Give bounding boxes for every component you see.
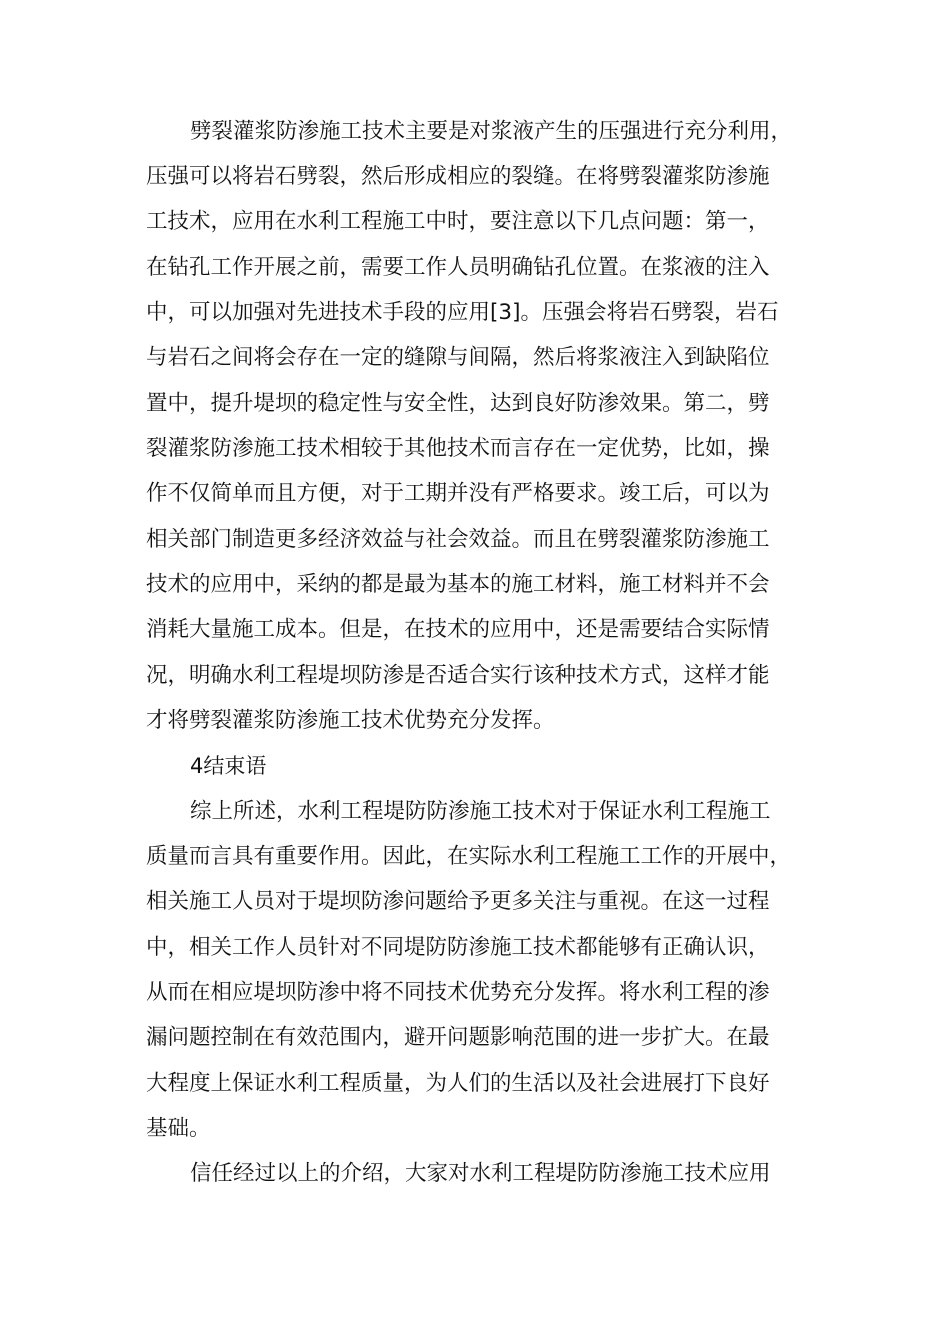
paragraph-2-line-3: 相关施工人员对于堤坝防渗问题给予更多关注与重视。在这一过程 [146, 889, 770, 914]
paragraph-2-line-2: 质量而言具有重要作用。因此，在实际水利工程施工工作的开展中， [146, 844, 792, 869]
paragraph-1-line-9: 作不仅简单而且方便，对于工期并没有严格要求。竣工后，可以为 [146, 481, 770, 506]
paragraph-2-line-6: 漏问题控制在有效范围内，避开问题影响范围的进一步扩大。在最 [146, 1025, 770, 1050]
paragraph-2-line-8: 基础。 [146, 1116, 211, 1141]
section-heading: 4结束语 [190, 754, 267, 778]
paragraph-1-line-2: 压强可以将岩石劈裂，然后形成相应的裂缝。在将劈裂灌浆防渗施 [146, 164, 770, 189]
paragraph-1-line-7: 置中，提升堤坝的稳定性与安全性，达到良好防渗效果。第二，劈 [146, 391, 770, 416]
paragraph-2-line-1: 综上所述，水利工程堤防防渗施工技术对于保证水利工程施工 [190, 799, 771, 824]
paragraph-1-line-10: 相关部门制造更多经济效益与社会效益。而且在劈裂灌浆防渗施工 [146, 527, 770, 552]
paragraph-2-line-5: 从而在相应堤坝防渗中将不同技术优势充分发挥。将水利工程的渗 [146, 980, 770, 1005]
paragraph-1-line-6: 与岩石之间将会存在一定的缝隙与间隔，然后将浆液注入到缺陷位 [146, 345, 770, 370]
paragraph-1-line-13: 况，明确水利工程堤坝防渗是否适合实行该种技术方式，这样才能 [146, 663, 770, 688]
paragraph-1-line-5: 中，可以加强对先进技术手段的应用[3]。压强会将岩石劈裂，岩石 [146, 300, 779, 325]
paragraph-1-line-3: 工技术，应用在水利工程施工中时，要注意以下几点问题：第一， [146, 209, 770, 234]
paragraph-1-line-14: 才将劈裂灌浆防渗施工技术优势充分发挥。 [146, 708, 555, 733]
paragraph-2-line-4: 中，相关工作人员针对不同堤防防渗施工技术都能够有正确认识， [146, 935, 770, 960]
paragraph-1-line-8: 裂灌浆防渗施工技术相较于其他技术而言存在一定优势，比如，操 [146, 436, 770, 461]
paragraph-1-line-1: 劈裂灌浆防渗施工技术主要是对浆液产生的压强进行充分利用， [190, 119, 793, 144]
paragraph-3-line-1: 信任经过以上的介绍，大家对水利工程堤防防渗施工技术应用 [190, 1161, 771, 1186]
paragraph-2-line-7: 大程度上保证水利工程质量，为人们的生活以及社会进展打下良好 [146, 1071, 770, 1096]
paragraph-1-line-11: 技术的应用中，采纳的都是最为基本的施工材料，施工材料并不会 [146, 572, 770, 597]
paragraph-1-line-4: 在钻孔工作开展之前，需要工作人员明确钻孔位置。在浆液的注入 [146, 255, 770, 280]
paragraph-1-line-12: 消耗大量施工成本。但是，在技术的应用中，还是需要结合实际情 [146, 617, 770, 642]
